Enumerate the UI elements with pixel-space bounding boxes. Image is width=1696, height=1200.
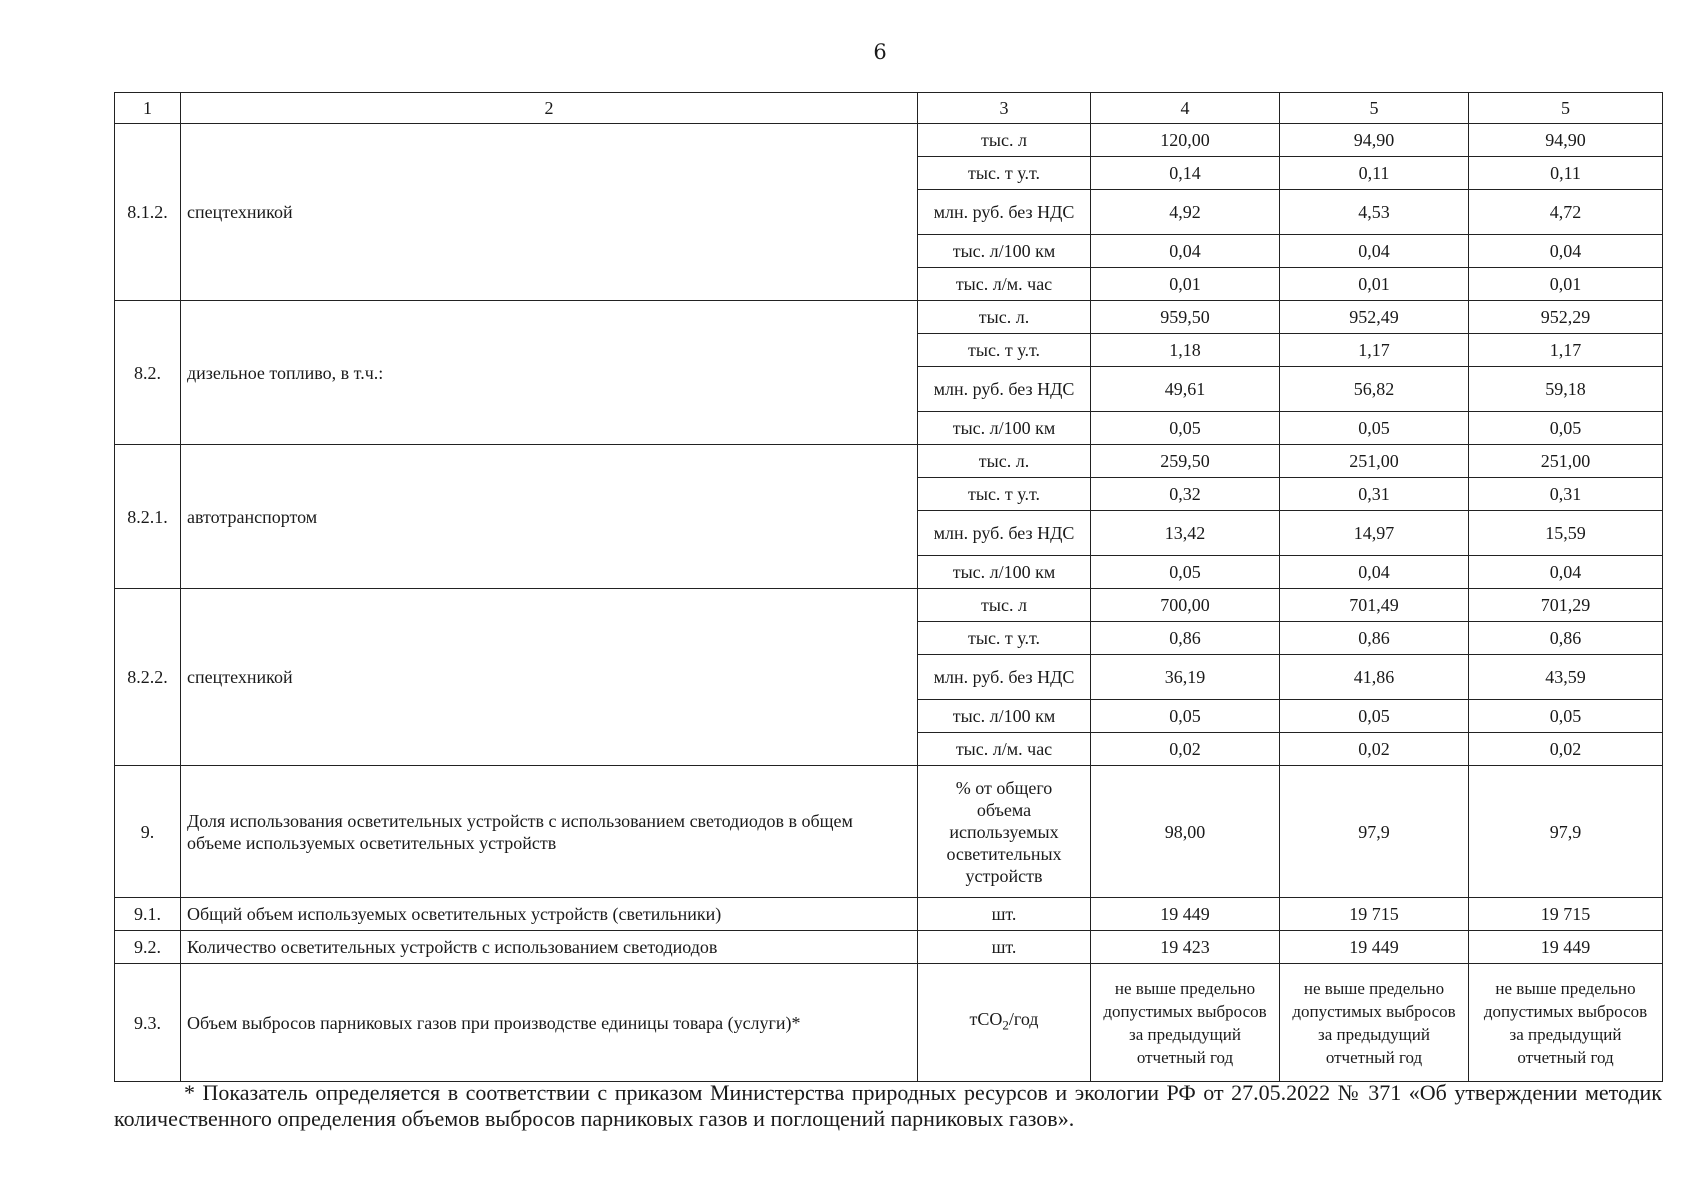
table-row — [115, 964, 1663, 1082]
value-cell: 1,18 — [1091, 334, 1280, 367]
value-cell: 1,17 — [1469, 334, 1663, 367]
value-cell: 0,86 — [1469, 622, 1663, 655]
value-cell: 98,00 — [1091, 766, 1280, 898]
value-cell: 56,82 — [1280, 367, 1469, 412]
header-cell-5: 5 — [1280, 93, 1469, 124]
row-number: 9.3. — [115, 964, 181, 1082]
row-name: спецтехникой — [181, 589, 918, 766]
row-name: Общий объем используемых осветительных устройств (светильники) — [181, 898, 918, 931]
header-cell-4: 4 — [1091, 93, 1280, 124]
value-cell: 952,29 — [1469, 301, 1663, 334]
row-number: 8.2.2. — [115, 589, 181, 766]
unit-cell: тыс. л/100 км — [918, 412, 1091, 445]
table-row — [115, 589, 1663, 622]
unit-tail: /год — [1008, 1009, 1039, 1030]
value-cell: не выше предельно допустимых выбросов за предыдущий отчетный год — [1469, 964, 1663, 1082]
value-cell: 0,01 — [1469, 268, 1663, 301]
value-cell: 0,14 — [1091, 157, 1280, 190]
header-cell-2: 2 — [181, 93, 918, 124]
unit-cell: тыс. т у.т. — [918, 157, 1091, 190]
value-cell: 0,02 — [1091, 733, 1280, 766]
row-name: Доля использования осветительных устройств с использованием светодиодов в общем объеме используемых осветительных устройств — [181, 766, 918, 898]
value-cell: 0,31 — [1469, 478, 1663, 511]
value-cell: 0,04 — [1280, 235, 1469, 268]
value-cell: 0,02 — [1280, 733, 1469, 766]
value-cell: 0,11 — [1469, 157, 1663, 190]
value-cell: 19 423 — [1091, 931, 1280, 964]
value-cell: 0,86 — [1280, 622, 1469, 655]
value-cell: 43,59 — [1469, 655, 1663, 700]
unit-cell: тыс. т у.т. — [918, 334, 1091, 367]
row-name: спецтехникой — [181, 124, 918, 301]
unit-cell: тыс. л. — [918, 301, 1091, 334]
unit-cell: тыс. л — [918, 589, 1091, 622]
unit-cell: млн. руб. без НДС — [918, 367, 1091, 412]
value-cell: 0,05 — [1091, 412, 1280, 445]
value-cell: 19 449 — [1280, 931, 1469, 964]
value-cell: 701,29 — [1469, 589, 1663, 622]
header-cell-6: 5 — [1469, 93, 1663, 124]
table-row — [115, 898, 1663, 931]
value-cell: 19 715 — [1280, 898, 1469, 931]
value-cell: 97,9 — [1280, 766, 1469, 898]
unit-cell: млн. руб. без НДС — [918, 655, 1091, 700]
value-cell: 0,05 — [1280, 700, 1469, 733]
value-cell: 0,04 — [1280, 556, 1469, 589]
value-cell: 0,01 — [1280, 268, 1469, 301]
value-cell: 120,00 — [1091, 124, 1280, 157]
value-cell: 0,04 — [1091, 235, 1280, 268]
value-cell: не выше предельно допустимых выбросов за предыдущий отчетный год — [1091, 964, 1280, 1082]
value-cell: 0,31 — [1280, 478, 1469, 511]
unit-cell: тыс. л/100 км — [918, 556, 1091, 589]
value-cell: 14,97 — [1280, 511, 1469, 556]
unit-cell: млн. руб. без НДС — [918, 511, 1091, 556]
header-cell-3: 3 — [918, 93, 1091, 124]
value-cell: 701,49 — [1280, 589, 1469, 622]
unit-cell: тыс. л — [918, 124, 1091, 157]
value-cell: 94,90 — [1280, 124, 1469, 157]
unit-cell: тыс. л. — [918, 445, 1091, 478]
table-row — [115, 124, 1663, 157]
value-cell: 259,50 — [1091, 445, 1280, 478]
row-number: 8.2. — [115, 301, 181, 445]
row-name: Количество осветительных устройств с использованием светодиодов — [181, 931, 918, 964]
value-cell: 19 715 — [1469, 898, 1663, 931]
value-cell: 94,90 — [1469, 124, 1663, 157]
value-cell: 0,32 — [1091, 478, 1280, 511]
table-row — [115, 931, 1663, 964]
value-cell: 959,50 — [1091, 301, 1280, 334]
value-cell: 4,53 — [1280, 190, 1469, 235]
value-cell: 952,49 — [1280, 301, 1469, 334]
value-cell: 15,59 — [1469, 511, 1663, 556]
value-cell: 0,04 — [1469, 556, 1663, 589]
value-cell: 0,05 — [1091, 700, 1280, 733]
value-cell: 19 449 — [1091, 898, 1280, 931]
value-cell: 59,18 — [1469, 367, 1663, 412]
value-cell: 0,05 — [1469, 412, 1663, 445]
unit-cell: тыс. л/100 км — [918, 700, 1091, 733]
value-cell: 0,11 — [1280, 157, 1469, 190]
value-cell: 4,72 — [1469, 190, 1663, 235]
value-cell: 700,00 — [1091, 589, 1280, 622]
row-number: 8.1.2. — [115, 124, 181, 301]
value-cell: 41,86 — [1280, 655, 1469, 700]
value-cell: 4,92 — [1091, 190, 1280, 235]
unit-cell: тыс. л/м. час — [918, 733, 1091, 766]
table-row — [115, 766, 1663, 898]
value-cell: 97,9 — [1469, 766, 1663, 898]
header-row — [115, 93, 1663, 124]
unit-subscript: 2 — [1002, 1017, 1009, 1033]
value-cell: 49,61 — [1091, 367, 1280, 412]
value-cell: не выше предельно допустимых выбросов за предыдущий отчетный год — [1280, 964, 1469, 1082]
row-number: 9.1. — [115, 898, 181, 931]
value-cell: 0,05 — [1280, 412, 1469, 445]
value-cell: 0,04 — [1469, 235, 1663, 268]
unit-cell: тыс. т у.т. — [918, 622, 1091, 655]
value-cell: 13,42 — [1091, 511, 1280, 556]
table-row — [115, 301, 1663, 334]
value-cell: 0,05 — [1091, 556, 1280, 589]
unit-cell: тыс. л/100 км — [918, 235, 1091, 268]
value-cell: 0,02 — [1469, 733, 1663, 766]
unit-cell: шт. — [918, 898, 1091, 931]
row-name: дизельное топливо, в т.ч.: — [181, 301, 918, 445]
unit-main: тСО — [969, 1009, 1003, 1030]
row-name: автотранспортом — [181, 445, 918, 589]
value-cell: 0,05 — [1469, 700, 1663, 733]
page-number: 6 — [873, 40, 887, 64]
unit-cell: тыс. л/м. час — [918, 268, 1091, 301]
row-name: Объем выбросов парниковых газов при производстве единицы товара (услуги)* — [181, 964, 918, 1082]
value-cell: 0,01 — [1091, 268, 1280, 301]
unit-cell: млн. руб. без НДС — [918, 190, 1091, 235]
value-cell: 19 449 — [1469, 931, 1663, 964]
value-cell: 1,17 — [1280, 334, 1469, 367]
value-cell: 251,00 — [1280, 445, 1469, 478]
value-cell: 0,86 — [1091, 622, 1280, 655]
indicators-table — [114, 92, 1663, 1082]
table-row — [115, 445, 1663, 478]
footnote: * Показатель определяется в соответствии с приказом Министерства природных ресурсов и экологии РФ от 27.05.2022 № 371 «Об утверждении методик количественного определения объемов выбросов парниковых газов и поглощений парниковых газов». — [114, 1080, 1662, 1131]
unit-cell: % от общего объема используемых осветительных устройств — [918, 766, 1091, 898]
unit-cell — [918, 964, 1091, 1082]
row-number: 9. — [115, 766, 181, 898]
unit-cell: тыс. т у.т. — [918, 478, 1091, 511]
unit-cell: шт. — [918, 931, 1091, 964]
row-number: 9.2. — [115, 931, 181, 964]
value-cell: 251,00 — [1469, 445, 1663, 478]
value-cell: 36,19 — [1091, 655, 1280, 700]
row-number: 8.2.1. — [115, 445, 181, 589]
header-cell-1: 1 — [115, 93, 181, 124]
